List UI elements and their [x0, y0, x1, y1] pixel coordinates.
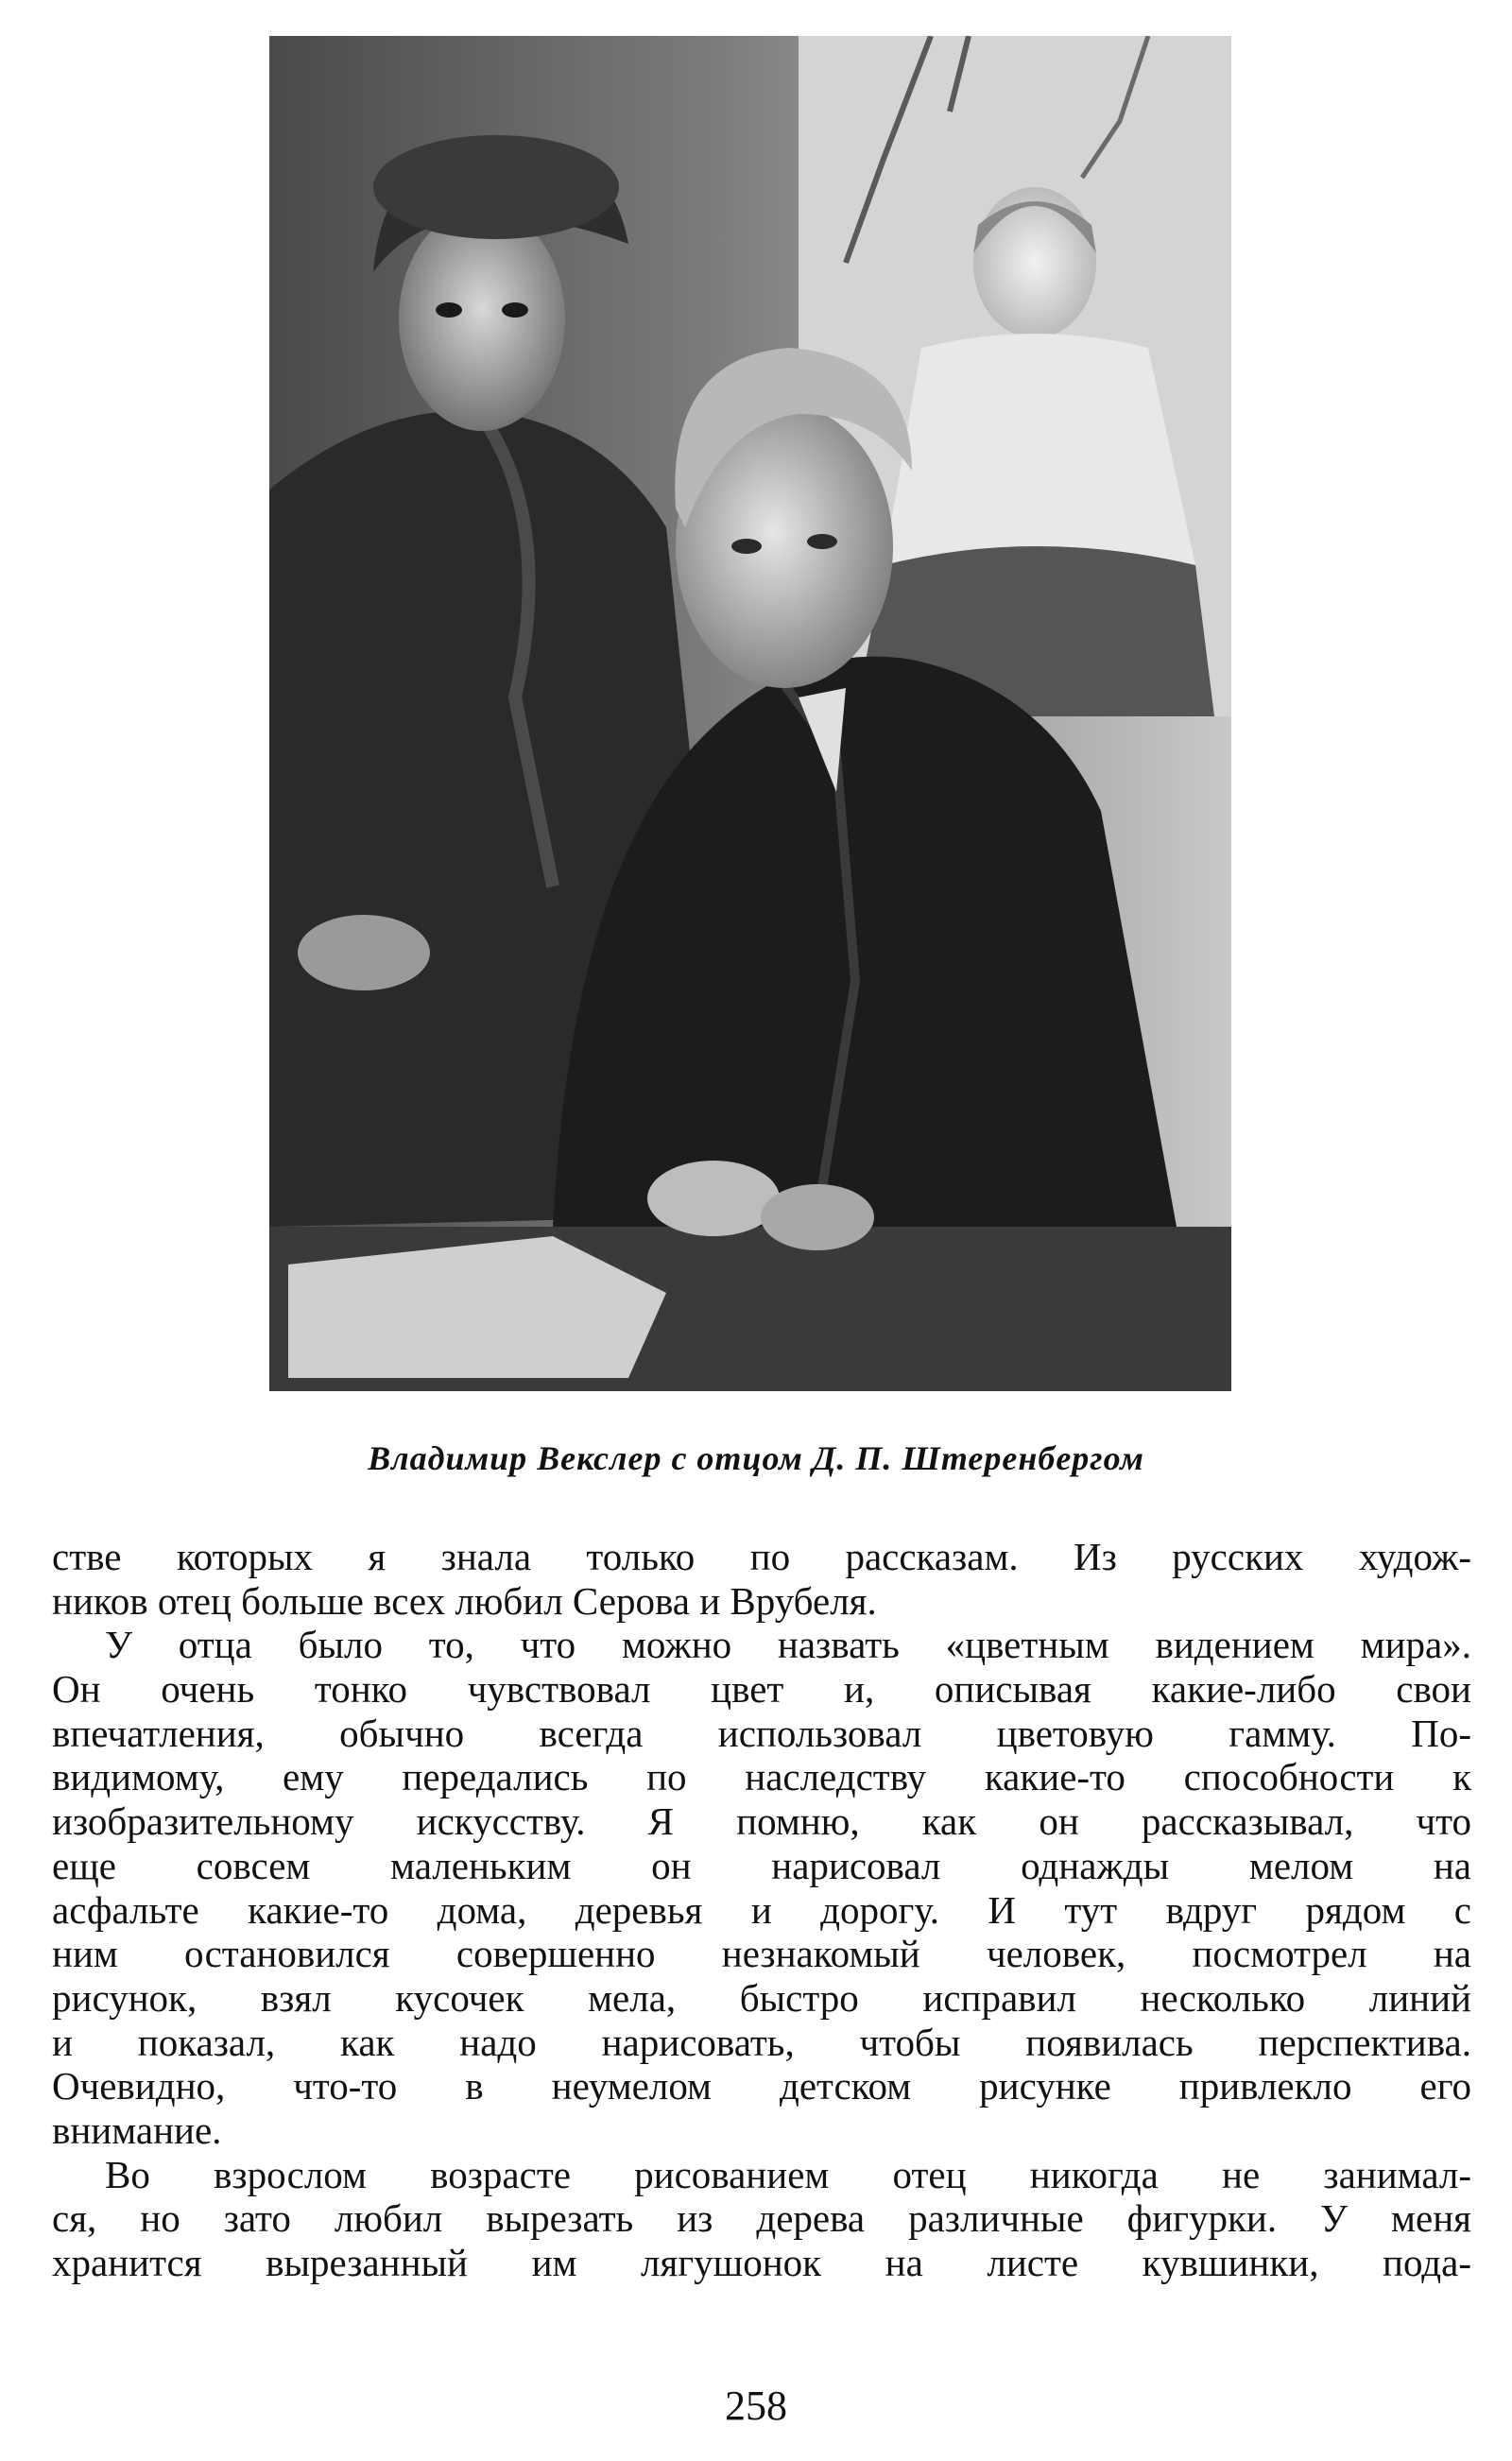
text-line: Очевидно, что-то в неумелом детском рисунке привлекло его — [52, 2064, 1471, 2108]
text-line: Он очень тонко чувствовал цвет и, описывая какие-либо свои — [52, 1667, 1471, 1712]
text-line: и показал, как надо нарисовать, чтобы появилась перспектива. — [52, 2020, 1471, 2064]
text-line: стве которых я знала только по рассказам. Из русских худож- — [52, 1535, 1471, 1578]
text-line: видимому, ему передались по наследству какие-то способности к — [52, 1755, 1471, 1799]
text-line: асфальте какие-то дома, деревья и дорогу. И тут вдруг рядом с — [52, 1887, 1471, 1932]
portrait-photo-icon — [269, 36, 1231, 1391]
portrait-photo — [269, 36, 1231, 1391]
photo-caption: Владимир Векслер с отцом Д. П. Штеренбергом — [368, 1439, 1144, 1477]
text-line: рисунок, взял кусочек мела, быстро исправил несколько линий — [52, 1975, 1471, 2020]
text-line: ся, но зато любил вырезать из дерева различные фигурки. У меня — [52, 2196, 1471, 2241]
text-line: еще совсем маленьким он нарисовал однажды мелом на — [52, 1843, 1471, 1887]
text-line: впечатления, обычно всегда использовал цветовую гамму. По- — [52, 1711, 1471, 1755]
text-line: внимание. — [52, 2108, 222, 2152]
body-text — [52, 1535, 1471, 2285]
text-line: изобразительному искусству. Я помню, как он рассказывал, что — [52, 1799, 1471, 1844]
text-line: хранится вырезанный им лягушонок на листе кувшинки, пода- — [52, 2241, 1471, 2284]
text-line: У отца было то, что можно назвать «цветным видением мира». — [105, 1623, 1471, 1667]
text-line: ников отец больше всех любил Серова и Врубеля. — [52, 1578, 877, 1623]
text-line: ним остановился совершенно незнакомый человек, посмотрел на — [52, 1932, 1471, 1976]
page-number: 258 — [725, 2383, 787, 2429]
text-line: Во взрослом возрасте рисованием отец никогда не занимал- — [105, 2152, 1471, 2196]
